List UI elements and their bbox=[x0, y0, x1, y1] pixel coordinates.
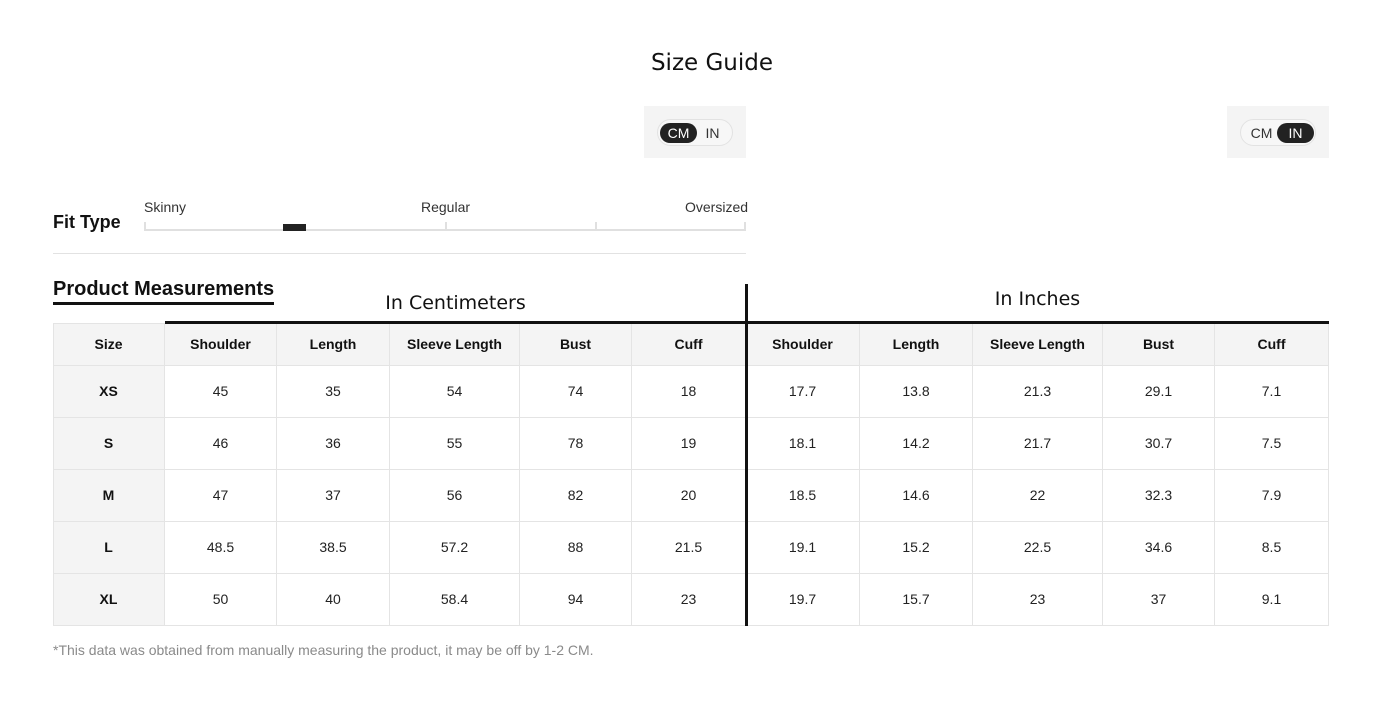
table-cell: 20 bbox=[632, 470, 746, 522]
column-header-bust: Bust bbox=[520, 323, 632, 366]
table-cell: 14.6 bbox=[860, 470, 973, 522]
column-header-cuff: Cuff bbox=[632, 323, 746, 366]
table-cell: 50 bbox=[165, 574, 277, 626]
column-header-sleeve-length: Sleeve Length bbox=[973, 323, 1103, 366]
column-header-length: Length bbox=[277, 323, 390, 366]
size-label: XL bbox=[53, 574, 165, 626]
table-cell: 14.2 bbox=[860, 418, 973, 470]
unit-toggle bbox=[657, 119, 733, 146]
table-cell: 35 bbox=[277, 366, 390, 418]
table-cell: 18 bbox=[632, 366, 746, 418]
table-cell: 46 bbox=[165, 418, 277, 470]
measurement-note: *This data was obtained from manually measuring the product, it may be off by 1-2 CM. bbox=[53, 642, 594, 658]
table-cell: 38.5 bbox=[277, 522, 390, 574]
table-cell: 21.3 bbox=[973, 366, 1103, 418]
table-cell: 48.5 bbox=[165, 522, 277, 574]
column-header-size: Size bbox=[53, 323, 165, 366]
table-cell: 22.5 bbox=[973, 522, 1103, 574]
table-cell: 55 bbox=[390, 418, 520, 470]
unit-switcher-cm-panel bbox=[644, 106, 746, 158]
table-cell: 40 bbox=[277, 574, 390, 626]
table-border bbox=[53, 323, 165, 324]
table-cell: 8.5 bbox=[1215, 522, 1329, 574]
table-cell: 37 bbox=[1103, 574, 1215, 626]
table-cell: 23 bbox=[973, 574, 1103, 626]
table-cell: 21.7 bbox=[973, 418, 1103, 470]
table-cell: 88 bbox=[520, 522, 632, 574]
table-cell: 34.6 bbox=[1103, 522, 1215, 574]
fit-scale-tick bbox=[445, 222, 447, 231]
table-cell: 58.4 bbox=[390, 574, 520, 626]
unit-option-cm[interactable]: CM bbox=[1250, 125, 1273, 141]
table-cell: 30.7 bbox=[1103, 418, 1215, 470]
size-label: S bbox=[53, 418, 165, 470]
fit-scale-oversized: Oversized bbox=[685, 199, 749, 215]
size-label: L bbox=[53, 522, 165, 574]
fit-scale-tick bbox=[595, 222, 597, 231]
table-border bbox=[53, 323, 54, 626]
table-cell: 13.8 bbox=[860, 366, 973, 418]
size-label: M bbox=[53, 470, 165, 522]
fit-scale-skinny: Skinny bbox=[144, 199, 187, 215]
unit-option-in[interactable]: IN bbox=[705, 125, 720, 141]
table-cell: 9.1 bbox=[1215, 574, 1329, 626]
section-divider bbox=[745, 284, 748, 626]
column-header-length: Length bbox=[860, 323, 973, 366]
table-cell: 32.3 bbox=[1103, 470, 1215, 522]
table-cell: 78 bbox=[520, 418, 632, 470]
table-cell: 37 bbox=[277, 470, 390, 522]
table-cell: 29.1 bbox=[1103, 366, 1215, 418]
unit-option-cm[interactable]: CM bbox=[660, 123, 697, 143]
table-cell: 15.7 bbox=[860, 574, 973, 626]
table-cell: 15.2 bbox=[860, 522, 973, 574]
cm-section-title: In Centimeters bbox=[385, 292, 526, 314]
table-cell: 45 bbox=[165, 366, 277, 418]
column-header-shoulder: Shoulder bbox=[165, 323, 277, 366]
divider bbox=[53, 253, 746, 254]
table-cell: 22 bbox=[973, 470, 1103, 522]
table-cell: 74 bbox=[520, 366, 632, 418]
unit-switcher-in-panel bbox=[1227, 106, 1329, 158]
fit-indicator bbox=[283, 224, 306, 231]
table-cell: 7.9 bbox=[1215, 470, 1329, 522]
column-header-shoulder: Shoulder bbox=[746, 323, 860, 366]
table-cell: 7.1 bbox=[1215, 366, 1329, 418]
table-cell: 21.5 bbox=[632, 522, 746, 574]
page-title: Size Guide bbox=[650, 50, 774, 76]
table-cell: 82 bbox=[520, 470, 632, 522]
column-header-bust: Bust bbox=[1103, 323, 1215, 366]
table-cell: 57.2 bbox=[390, 522, 520, 574]
product-measurements-title: Product Measurements bbox=[53, 278, 274, 305]
table-cell: 18.5 bbox=[746, 470, 860, 522]
unit-toggle bbox=[1240, 119, 1316, 146]
column-header-sleeve-length: Sleeve Length bbox=[390, 323, 520, 366]
table-cell: 94 bbox=[520, 574, 632, 626]
table-cell: 19 bbox=[632, 418, 746, 470]
inch-section-title: In Inches bbox=[994, 288, 1081, 310]
table-cell: 17.7 bbox=[746, 366, 860, 418]
table-cell: 7.5 bbox=[1215, 418, 1329, 470]
table-cell: 23 bbox=[632, 574, 746, 626]
fit-scale-regular: Regular bbox=[421, 199, 471, 215]
table-cell: 47 bbox=[165, 470, 277, 522]
table-cell: 54 bbox=[390, 366, 520, 418]
table-cell: 18.1 bbox=[746, 418, 860, 470]
table-cell: 36 bbox=[277, 418, 390, 470]
table-cell: 19.1 bbox=[746, 522, 860, 574]
table-cell: 56 bbox=[390, 470, 520, 522]
fit-scale-track bbox=[144, 222, 746, 231]
size-label: XS bbox=[53, 366, 165, 418]
unit-option-in[interactable]: IN bbox=[1277, 123, 1314, 143]
table-cell: 19.7 bbox=[746, 574, 860, 626]
column-header-cuff: Cuff bbox=[1215, 323, 1329, 366]
fit-type-label: Fit Type bbox=[53, 212, 121, 232]
